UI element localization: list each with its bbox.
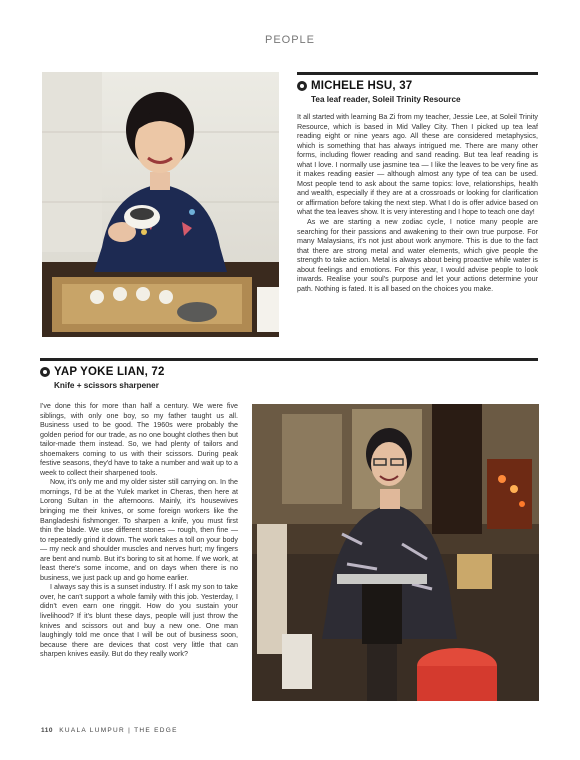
photo-knife-sharpener bbox=[252, 404, 539, 701]
publication-name: KUALA LUMPUR | THE EDGE bbox=[59, 727, 178, 734]
profile2-paragraph: I always say this is a sunset industry. If I ask my son to take over, he can't support a whole family with this job. Yesterday, I didn't even earn one ringgit. How do you sustain your livelihood? If it's blunt these days, people will just throw the knives and scissors out and buy a new one. One man laughingly told me once that I will be out of business soon, because there are devices that cost very little that can sharpen knives easily. But do they really work? bbox=[40, 583, 238, 659]
profile1-paragraph: As we are starting a new zodiac cycle, I notice many people are searching for their passions and awakening to their own true purpose. For many Malaysians, it's not just about work anymore. This is due to the fact that there are strong metal and water elements, which give people the strength to take action. Metal is always about being proactive while water is about feelings and emotions. For this year, I would advise people to look inwards. Realise your soul's purpose and let your actions determine your path. Nothing is fated. It is all based on the choices you make. bbox=[297, 218, 538, 293]
profile1-name bbox=[297, 80, 412, 92]
page-footer bbox=[41, 727, 178, 734]
profile1-rule bbox=[297, 72, 538, 75]
profile2-name-text: YAP YOKE LIAN, 72 bbox=[54, 366, 165, 378]
section-header: PEOPLE bbox=[264, 34, 316, 46]
profile2-body bbox=[40, 402, 238, 660]
photo-tea-leaf-reader bbox=[42, 72, 279, 337]
profile1-role: Tea leaf reader, Soleil Trinity Resource bbox=[311, 95, 461, 104]
profile2-paragraph: I've done this for more than half a century. We were five siblings, with only one boy, so my father taught us all. Business used to be good. The 1960s were probably the golden period for our trade, as no one bought clothes then but tailor-made them instead. So, we had plenty of tailors and shoemakers coming to us with their scissors. During peak festive seasons, they'd have to take a number and wait up to a week to collect their sharpened tools. bbox=[40, 402, 238, 477]
profile2-rule bbox=[40, 358, 538, 361]
page-number: 110 bbox=[41, 727, 53, 734]
bullet-icon bbox=[297, 81, 307, 91]
profile1-name-text: MICHELE HSU, 37 bbox=[311, 80, 413, 92]
bullet-icon bbox=[40, 367, 50, 377]
profile2-paragraph: Now, it's only me and my older sister still carrying on. In the mornings, I'd be at the Yulek market in Cheras, then here at Lorong Sultan in the afternoons. Mainly, it's housewives bringing me their knives, or some foreign workers like the Bangladeshi fishmonger. To sharpen a knife, you must first thin the blade. We use different stones — rough, then fine — to repeatedly grind it down. The work takes a toll on your body — my neck and shoulder muscles and nerves hurt; my fingers are bent and numb. But it's boring to sit at home. If we work, at least there's some income, and on days when there is no business, we just pack up and go home earlier. bbox=[40, 478, 238, 582]
profile2-role: Knife + scissors sharpener bbox=[54, 381, 159, 390]
profile1-body bbox=[297, 113, 538, 294]
profile2-name bbox=[40, 366, 165, 378]
profile1-paragraph: It all started with learning Ba Zi from my teacher, Jessie Lee, at Soleil Trinity Resource, which is based in Mid Valley City. Then I picked up tea leaf reading eight or nine years ago. All these are considered metaphysics, which is something that has always intrigued me. There are many other forms, including flower reading and sand reading. But tea leaf reading is what I love. I normally use jasmine tea — I like the leaves to be very fine as it makes reading easier — although almost any type of tea can be used. Most people tend to ask about the same topics: love, relationships, health and wealth, especially if they are at a crossroads or looking for clarification or affirmation before taking the next step. What I do is offer advice based on what the tea leaves show. It is very interesting and I hope to teach one day! bbox=[297, 113, 538, 217]
